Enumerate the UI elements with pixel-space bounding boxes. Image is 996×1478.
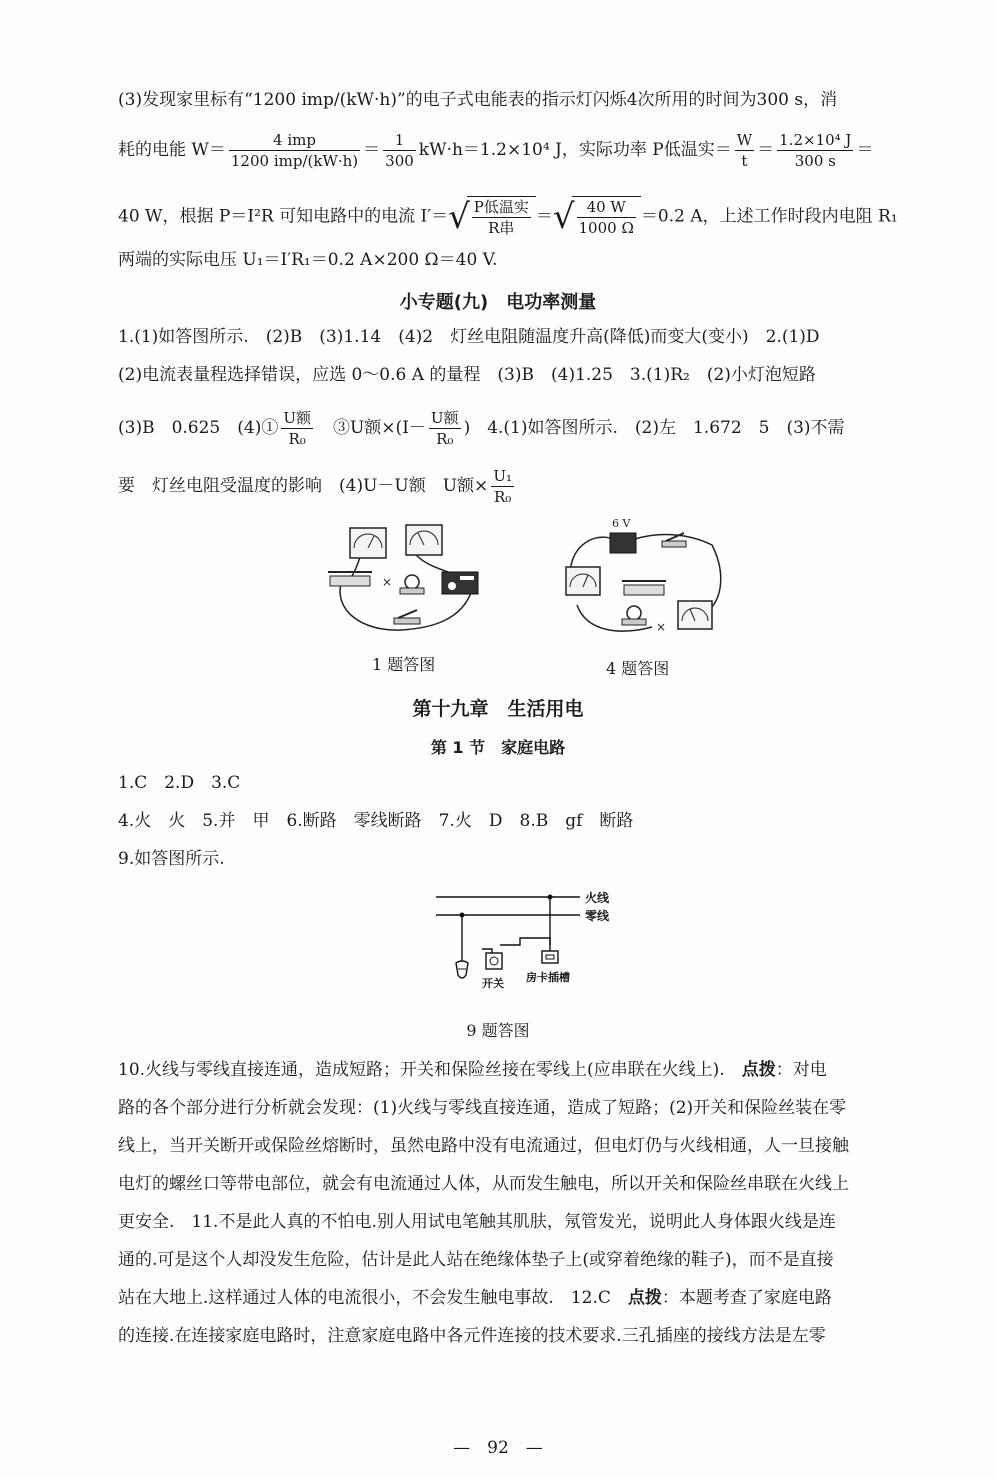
figure-1-circuit: [322, 520, 487, 645]
bulb-icon: [400, 575, 424, 594]
text-line: 路的各个部分进行分析就会发现：(1)火线与零线直接连通，造成了短路；(2)开关和保险丝装在零: [118, 1098, 847, 1118]
text-line: 更安全. 11.不是此人真的不怕电.别人用试电笔触其肌肤，氖管发光，说明此人身体跟火线是连: [118, 1212, 836, 1232]
fraction: [577, 197, 636, 238]
fraction: [281, 408, 313, 449]
text-line: 1.(1)如答图所示. (2)B (3)1.14 (4)2 灯丝电阻随温度升高(降低)而变大(变小) 2.(1)D: [118, 327, 820, 347]
answer-line: 1.C 2.D 3.C: [118, 773, 241, 793]
text-line: (2)电流表量程选择错误，应选 0～0.6 A 的量程 (3)B (4)1.25 3.(1)R₂ (2)小灯泡短路: [118, 365, 816, 385]
battery-icon: [610, 533, 636, 553]
fraction-denominator: R₀: [493, 488, 512, 506]
text-run: kW·h＝1.2×10⁴ J，实际功率 P低温实＝: [418, 140, 732, 160]
text-line: [118, 1058, 827, 1082]
section-title: 小专题(九) 电功率测量: [399, 292, 597, 313]
hint-keyword: 点拨: [627, 1288, 662, 1308]
sqrt-sign: √: [552, 197, 575, 237]
text-line: (3)发现家里标有“1200 imp/(kW·h)”的电子式电能表的指示灯闪烁4次所用的时间为300 s，消: [118, 90, 838, 110]
ammeter-icon: [406, 525, 442, 555]
text-run: ) 4.(1)如答图所示. (2)左 1.672 5 (3)不需: [463, 418, 845, 438]
fraction-denominator: R₀: [436, 430, 454, 448]
wire: [500, 938, 550, 945]
text-run: ：对电: [775, 1060, 827, 1080]
answer-line: 9.如答图所示.: [118, 849, 225, 869]
sqrt-sign: √: [448, 197, 470, 237]
text-run: 40 W，根据 P＝I²R 可知电路中的电流 I′＝: [118, 206, 449, 227]
fraction-numerator: P低温实: [473, 198, 529, 216]
fraction-denominator: t: [741, 152, 748, 170]
fraction-denominator: 1000 Ω: [578, 219, 634, 237]
wire: [577, 605, 652, 631]
bulb-icon: [622, 606, 646, 625]
answer-line: 4.火 火 5.并 甲 6.断路 零线断路 7.火 D 8.B gf 断路: [118, 811, 634, 831]
ammeter-icon: [678, 601, 712, 629]
rheostat-icon: [622, 581, 666, 595]
fraction-numerator: 1.2×10⁴ J: [779, 131, 852, 149]
text-run: ＝0.2 A，上述工作时段内电阻 R₁: [640, 206, 898, 227]
switch-icon: [394, 610, 420, 624]
text-run: ：本题考查了家庭电路: [661, 1288, 832, 1308]
fraction: [491, 466, 514, 507]
card-slot-label: 房卡插槽: [526, 971, 570, 984]
figure-1-caption: 1 题答图: [372, 655, 436, 674]
fraction-numerator: W: [736, 131, 753, 149]
text-run: ＝: [363, 140, 381, 160]
fraction: [229, 130, 360, 171]
fraction-denominator: 300 s: [794, 152, 836, 170]
page-number: — 92 —: [453, 1438, 543, 1458]
text-run: 10.火线与零线直接连通，造成短路；开关和保险丝接在零线上(应串联在火线上).: [118, 1060, 742, 1080]
neutral-label: 零线: [585, 909, 610, 923]
fraction-denominator: R串: [488, 219, 515, 237]
rheostat-icon: [328, 572, 372, 586]
chapter-title: 第十九章 生活用电: [412, 698, 584, 720]
lamp-icon: [456, 961, 468, 978]
fraction-denominator: 300: [385, 152, 414, 170]
hint-keyword: 点拨: [741, 1060, 776, 1080]
fraction-numerator: U额: [283, 409, 311, 427]
battery-label: 6 V: [612, 517, 631, 530]
text-run: 耗的电能 W＝: [118, 140, 226, 160]
fraction-denominator: 1200 imp/(kW·h): [230, 152, 359, 170]
text-run: ＝: [856, 140, 874, 160]
text-line: 两端的实际电压 U₁＝I′R₁＝0.2 A×200 Ω＝40 V.: [118, 250, 498, 270]
fraction: [429, 408, 461, 449]
figure-9-caption: 9 题答图: [466, 1021, 530, 1040]
fraction: [383, 130, 416, 171]
text-line-formula: [118, 196, 898, 238]
text-line-formula: [118, 130, 873, 171]
voltmeter-icon: [350, 528, 386, 558]
figure-4-caption: 4 题答图: [606, 659, 670, 678]
text-run: (3)B 0.625 (4)①: [118, 418, 279, 438]
text-run: ③U额×(I－: [332, 418, 426, 438]
fraction-numerator: 1: [383, 130, 416, 151]
text-run: 要 灯丝电阻受温度的影响 (4)U－U额 U额×: [118, 476, 489, 496]
text-line: 电灯的螺丝口等带电部位，就会有电流通过人体，从而发生触电，所以开关和保险丝串联在火线上: [118, 1174, 849, 1194]
cross-mark-icon: ×: [382, 575, 393, 589]
text-line: [118, 1286, 832, 1310]
figure-9-circuit: [430, 883, 620, 1005]
switch-icon: [486, 953, 502, 969]
cross-mark-icon: ×: [656, 620, 667, 634]
fraction: [472, 197, 531, 238]
card-slot-icon: [542, 951, 558, 963]
switch-label: 开关: [482, 977, 504, 990]
fraction: [735, 130, 754, 171]
fraction-denominator: R₀: [288, 430, 306, 448]
power-supply-icon: [442, 572, 478, 594]
fraction-numerator: 40 W: [577, 197, 636, 218]
fraction: [777, 130, 853, 171]
fraction-numerator: U额: [430, 409, 459, 427]
text-line: 线上，当开关断开或保险丝熔断时，虽然电路中没有电流通过，但电灯仍与火线相通，人一旦接触: [118, 1136, 849, 1156]
fraction-numerator: 4 imp: [229, 130, 360, 151]
figure-4-circuit: [562, 515, 727, 645]
live-label: 火线: [585, 891, 610, 905]
text-run: ＝: [535, 206, 553, 227]
text-run: ＝: [757, 140, 775, 160]
voltmeter-icon: [566, 567, 600, 595]
text-run: 站在大地上.这样通过人体的电流很小，不会发生触电事故. 12.C: [118, 1288, 628, 1308]
fraction-numerator: U₁: [493, 467, 512, 485]
text-line-formula: [118, 466, 517, 507]
text-line: 的连接.在连接家庭电路时，注意家庭电路中各元件连接的技术要求.三孔插座的接线方法是左零: [118, 1326, 826, 1346]
section-title: 第 1 节 家庭电路: [430, 738, 566, 757]
text-line-formula: [118, 408, 845, 449]
text-line: 通的.可是这个人却没发生危险，估计是此人站在绝缘体垫子上(或穿着绝缘的鞋子)，而不是直接: [118, 1250, 834, 1270]
